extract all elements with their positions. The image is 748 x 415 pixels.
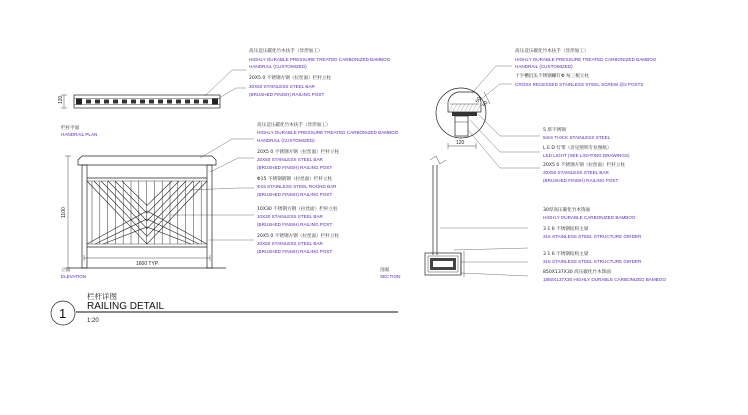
sec-mid-1-cn: 5 厚不锈钢 [543, 128, 566, 133]
plan-bar [131, 100, 136, 104]
elev-note-1-en: HIGHLY DURABLE PRESSURE TREATED CARBONIZED BAMBOO [257, 130, 399, 135]
railing-section [425, 47, 666, 282]
sec-low-3-cn: 3 1 6 不锈钢结构主梁 [543, 252, 589, 257]
plan-note-4-en: (BRUSHED FINISH) RAILING POST [249, 92, 325, 97]
title-en: RAILING DETAIL [87, 301, 165, 312]
plan-bar [203, 100, 208, 104]
elevation-notes [257, 121, 399, 254]
elev-note-10-en: (BRUSHED FINISH) RAILING POST [257, 249, 333, 254]
elev-diagonal-bar [122, 181, 172, 206]
plan-note-3-cn: 20X5 0 不锈钢方钢（拉丝面）栏杆立柱 [249, 76, 332, 81]
section-label-en: SECTION [380, 274, 401, 279]
railing-elevation [61, 121, 399, 279]
sec-top-2-en: HANDRAIL (CUSTOMIZED) [515, 64, 573, 69]
plan-depth-dim: 120 [58, 95, 64, 104]
sec-low-1-cn: 30厚高压碳化竹木饰面 [543, 208, 591, 213]
elev-note-9-cn: 20X5 0 不锈钢方钢（拉丝面）栏杆立柱 [257, 234, 340, 239]
plan-notes [249, 47, 391, 97]
title-block [51, 291, 398, 325]
plan-bar [185, 100, 190, 104]
plan-post-left [76, 99, 82, 105]
plan-post-right [212, 99, 218, 105]
title-scale: 1:20 [87, 318, 99, 324]
elev-note-7-cn: 10X30 不锈钢方钢（拉丝面）栏杆立柱 [257, 207, 338, 212]
sec-mid-3-en: 20X50 STAINLESS STEEL BAR [543, 170, 609, 175]
elev-note-3-en: 20X50 STAINLESS STEEL BAR [257, 157, 323, 162]
elev-note-5-cn: Φ15 不锈钢圆钢（拉丝面）栏杆立柱 [257, 177, 333, 182]
sec-low-4-cn: 850X137X30 高压碳化竹木饰面 [543, 270, 611, 275]
sec-low-2-cn: 3 1 6 不锈钢结构主梁 [543, 227, 589, 232]
elev-diagonal-bar [115, 181, 179, 213]
section-dim-a: 50 [481, 100, 490, 108]
sec-low-1-en: HIGHLY DURABLE CARBONIZED BAMBOO [543, 215, 636, 220]
sec-mid-3-cn: 20X5 0 不锈钢方钢（拉丝面）栏杆立柱 [543, 163, 626, 168]
sec-top-1-en: HIGHLY DURABLE PRESSURE TREATED CARBONIZED BAMBOO [515, 57, 657, 62]
elev-label-cn: 立面 [61, 268, 71, 273]
elev-note-7-en: 10X30 STAINLESS STEEL BAR [257, 214, 323, 219]
handrail-plan [58, 47, 391, 137]
title-cn: 栏杆详图 [87, 292, 117, 301]
sec-mid-2-cn: L E D 灯带（详见照明专业图纸） [543, 146, 612, 151]
elev-note-4-en: (BRUSHED FINISH) RAILING POST [257, 165, 333, 170]
elev-diagonal-bar [87, 181, 207, 244]
sec-mid-4-en: (BRUSHED FINISH) RAILING POST [543, 178, 619, 183]
elev-diagonal-bar [94, 181, 200, 236]
detail-number: 1 [59, 306, 67, 321]
elev-width-dim: 1600 TYP. [136, 261, 159, 267]
elev-note-1-cn: 高压竞压碳化竹木扶手（异形加工） [257, 123, 331, 128]
plan-bar [104, 100, 109, 104]
plan-label-cn: 栏杆平面 [61, 126, 80, 131]
plan-bar [149, 100, 154, 104]
elev-post-left [82, 165, 87, 268]
plan-label-en: HANDRAIL PLAN [61, 132, 98, 137]
sec-mid-2-en: LED LIGHT (SEE LIGHTING DRAWINGS) [543, 153, 630, 158]
section-steel-plate [452, 112, 477, 116]
sec-top-1-cn: 高压竞压碳化竹木扶手（异形加工） [515, 49, 589, 54]
elev-note-6-en: (BRUSHED FINISH) RAILING POST [257, 192, 333, 197]
section-notes [515, 47, 666, 282]
plan-bar [86, 100, 91, 104]
section-label-cn: 剖面 [380, 268, 390, 273]
plan-bar [194, 100, 199, 104]
plan-bar [167, 100, 172, 104]
plan-bar [122, 100, 127, 104]
plan-bar [140, 100, 145, 104]
elev-post-right [207, 165, 212, 268]
elev-note-3-cn: 20X5 0 不锈钢方钢（拉丝面）栏杆立柱 [257, 150, 340, 155]
section-post-top [455, 116, 468, 136]
plan-bar [158, 100, 163, 104]
section-dim-b: 50 [474, 96, 483, 104]
elev-diagonal-bar [95, 219, 199, 244]
section-dim-width: 120 [456, 140, 465, 146]
elev-diagonal-bars [87, 181, 207, 244]
sec-low-3-en: 316 STAINLESS STEEL STRUCTURE GIRDER [543, 259, 642, 264]
elev-note-9-en: 20X50 STAINLESS STEEL BAR [257, 241, 323, 246]
elev-label-en: ELEVATION [61, 274, 87, 279]
plan-bar [113, 100, 118, 104]
elev-note-8-en: (BRUSHED FINISH) RAILING POST [257, 222, 333, 227]
plan-note-3-en: 20X50 STAINLESS STEEL BAR [249, 84, 315, 89]
sec-low-2-en: 316 STAINLESS STEEL STRUCTURE GIRDER [543, 234, 642, 239]
elev-height-dim: 1100 [61, 207, 67, 218]
elev-note-5-en: Φ15 STAINLESS STEEL ROUND BAR [257, 184, 337, 189]
elev-handrail [78, 156, 216, 165]
sec-top-3-en: CROSS RECESSED STAINLESS STEEL SCREW @3 POSTS [515, 82, 644, 87]
sec-top-3-cn: 十字槽沉头不锈钢螺钉Φ 每三根立柱 [515, 74, 589, 79]
sec-low-4-en: 1850X137X30 HIGHLY DURABLE CARBONIZED BAMBOO [543, 277, 666, 282]
plan-note-1-cn: 高压竞压碳化竹木扶手（异形加工） [249, 49, 323, 54]
sec-mid-1-en: 5mm THICK STAINLESS STEEL [543, 135, 611, 140]
plan-bar [176, 100, 181, 104]
elev-note-2-en: HANDRAIL (CUSTOMIZED) [257, 138, 315, 143]
plan-note-1-en: HIGHLY DURABLE PRESSURE TREATED CARBONIZED BAMBOO [249, 57, 391, 62]
plan-note-2-en: HANDRAIL (CUSTOMIZED) [249, 64, 307, 69]
plan-bar [95, 100, 100, 104]
